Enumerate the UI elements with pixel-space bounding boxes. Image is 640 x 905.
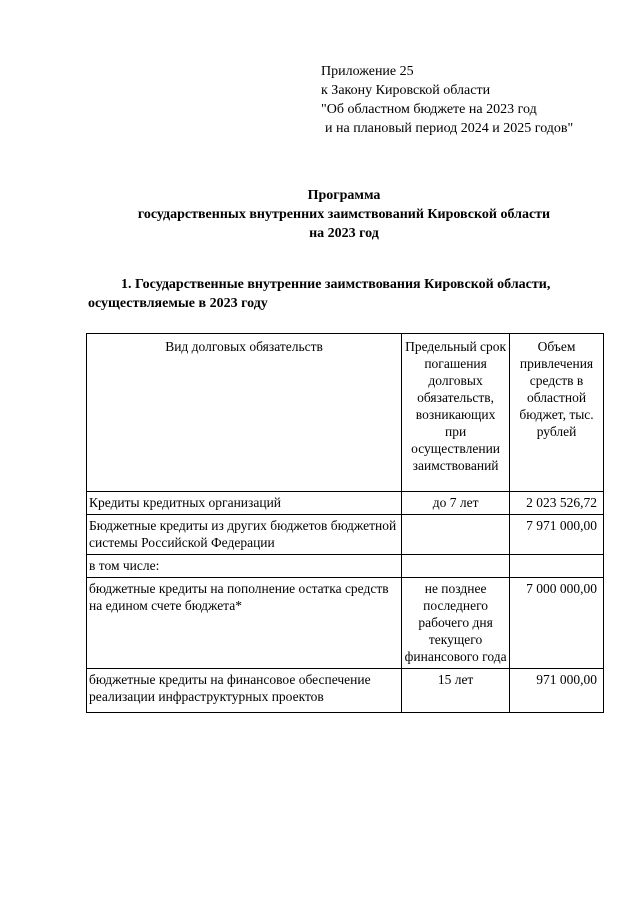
row-amount: 7 000 000,00 <box>510 578 604 669</box>
row-type: в том числе: <box>87 555 402 578</box>
title-line-2: государственных внутренних заимствований Кировской области <box>137 207 551 222</box>
row-amount: 2 023 526,72 <box>510 492 604 515</box>
document-title <box>0 186 640 243</box>
row-term: до 7 лет <box>402 492 510 515</box>
header-amount: Объем привлечения средств в областной бюджет, тыс. рублей <box>510 334 604 492</box>
row-amount: 971 000,00 <box>510 669 604 713</box>
row-term <box>402 515 510 555</box>
annex-line-3: "Об областном бюджете на 2023 год <box>321 102 537 117</box>
row-term: не позднее последнего рабочего дня текущего финансового года <box>402 578 510 669</box>
title-line-1: Программа <box>307 188 381 203</box>
row-type: Бюджетные кредиты из других бюджетов бюджетной системы Российской Федерации <box>87 515 402 555</box>
title-line-3: на 2023 год <box>309 226 379 241</box>
table-row <box>87 492 604 515</box>
table-row <box>87 515 604 555</box>
row-type: Кредиты кредитных организаций <box>87 492 402 515</box>
annex-line-2: к Закону Кировской области <box>321 83 491 98</box>
annex-line-4: и на плановый период 2024 и 2025 годов" <box>325 121 574 136</box>
row-type: бюджетные кредиты на финансовое обеспечение реализации инфраструктурных проектов <box>87 669 402 713</box>
table-row <box>87 578 604 669</box>
row-term: 15 лет <box>402 669 510 713</box>
table-row <box>87 555 604 578</box>
row-term <box>402 555 510 578</box>
annex-line-1: Приложение 25 <box>321 64 414 79</box>
section-heading-line-2: осуществляемые в 2023 году <box>88 296 268 311</box>
table-header-row <box>87 334 604 492</box>
borrowings-table <box>86 333 604 713</box>
row-amount <box>510 555 604 578</box>
table-row <box>87 669 604 713</box>
header-type: Вид долговых обязательств <box>87 334 402 492</box>
annex-header <box>321 62 573 138</box>
section-heading-line-1: 1. Государственные внутренние заимствования Кировской области, <box>121 277 551 292</box>
header-term: Предельный срок погашения долговых обязательств, возникающих при осуществлении заимствований <box>402 334 510 492</box>
row-type: бюджетные кредиты на пополнение остатка средств на едином счете бюджета* <box>87 578 402 669</box>
row-amount: 7 971 000,00 <box>510 515 604 555</box>
section-heading <box>88 275 606 313</box>
